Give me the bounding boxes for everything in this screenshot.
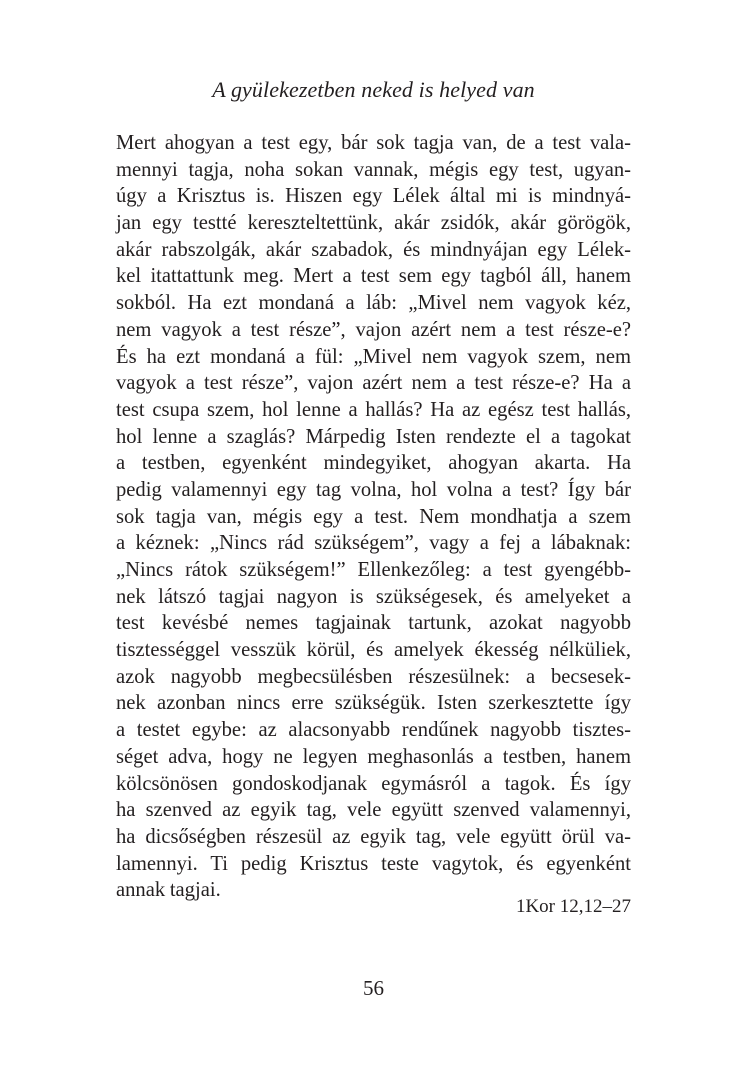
text-line: séget adva, hogy ne legyen meghasonlás a testben, hanem [116, 745, 631, 768]
text-line: pedig valamennyi egy tag volna, hol volna a test? Így bár [116, 478, 631, 501]
text-line: kölcsönösen gondoskodjanak egymásról a tagok. És így [116, 772, 631, 795]
scripture-passage [116, 130, 631, 904]
text-line: tisztességgel vesszük körül, és amelyek ékesség nélküliek, [116, 639, 631, 662]
text-line: És ha ezt mondaná a fül: „Mivel nem vagyok szem, nem [116, 345, 631, 368]
text-line: ha szenved az egyik tag, vele együtt szenved valamennyi, [116, 799, 631, 822]
text-line: test kevésbé nemes tagjainak tartunk, azokat nagyobb [116, 612, 631, 635]
text-line: hol lenne a szaglás? Márpedig Isten rendezte el a tagokat [116, 425, 631, 448]
text-line: mennyi tagja, noha sokan vannak, mégis egy test, ugyan- [116, 158, 631, 181]
text-line: ha dicsőségben részesül az egyik tag, vele együtt örül va- [116, 825, 631, 848]
text-line: kel itattattunk meg. Mert a test sem egy tagból áll, hanem [116, 265, 631, 288]
text-line: a kéznek: „Nincs rád szükségem”, vagy a fej a lábaknak: [116, 532, 631, 555]
text-line: jan egy testté kereszteltettünk, akár zsidók, akár görögök, [116, 212, 631, 235]
text-line: a testet egybe: az alacsonyabb rendűnek nagyobb tisztes- [116, 719, 631, 742]
text-line: nek látszó tagjai nagyon is szükségesek, és amelyeket a [116, 585, 631, 608]
text-line: akár rabszolgák, akár szabadok, és mindnyájan egy Lélek- [116, 238, 631, 261]
text-line: lamennyi. Ti pedig Krisztus teste vagytok, és egyenként [116, 852, 631, 875]
text-line: sokból. Ha ezt mondaná a láb: „Mivel nem vagyok kéz, [116, 292, 631, 315]
bible-reference: 1Kor 12,12–27 [515, 896, 631, 917]
text-line: azok nagyobb megbecsülésben részesülnek: a becsesek- [116, 665, 631, 688]
text-line: Mert ahogyan a test egy, bár sok tagja van, de a test vala- [116, 132, 631, 154]
text-line: úgy a Krisztus is. Hiszen egy Lélek által mi is mindnyá- [116, 185, 631, 208]
text-line: test csupa szem, hol lenne a hallás? Ha az egész test hallás, [116, 398, 631, 421]
text-line: „Nincs rátok szükségem!” Ellenkezőleg: a test gyengébb- [116, 559, 631, 581]
text-line: sok tagja van, mégis egy a test. Nem mondhatja a szem [116, 505, 631, 528]
text-line: annak tagjai. [116, 879, 221, 902]
text-line: vagyok a test része”, vajon azért nem a test része-e? Ha a [116, 372, 631, 395]
page-number: 56 [363, 976, 384, 1000]
text-line: nek azonban nincs erre szükségük. Isten szerkesztette így [116, 692, 631, 715]
running-title: A gyülekezetben neked is helyed van [212, 77, 535, 102]
text-line: nem vagyok a test része”, vajon azért nem a test része-e? [116, 318, 631, 341]
text-line: a testben, egyenként mindegyiket, ahogyan akarta. Ha [116, 452, 631, 475]
